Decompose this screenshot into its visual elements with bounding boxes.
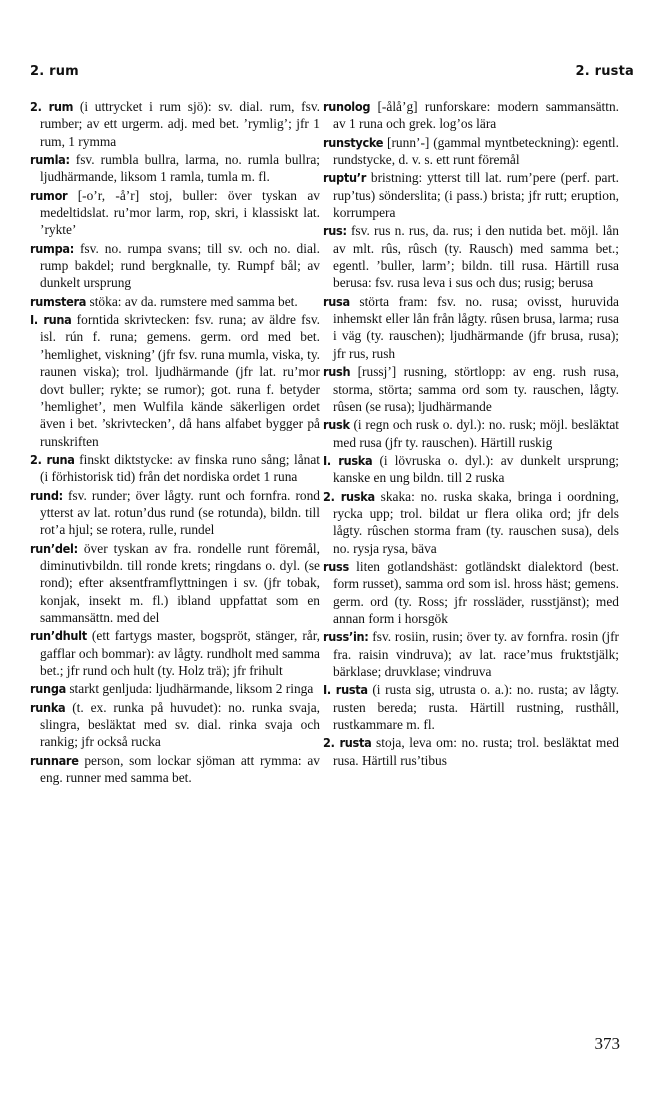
entry-headword: runolog xyxy=(323,99,371,114)
dictionary-entry xyxy=(323,293,619,362)
dictionary-entry xyxy=(30,311,320,450)
entry-headword: run’del: xyxy=(30,540,78,556)
entry-text: skaka: no. ruska skaka, bringa i oordning, rycka upp; trol. bildat ur flera olika ord; jfr dels lågty. rûschen storma fram (ty. rauschen susa), dels no. rysja rysa, bäva xyxy=(333,488,619,556)
entry-text: (i uttrycket i rum sjö): sv. dial. rum, fsv. rumber; av ett urgerm. adj. med bet. ’rymlig’; jfr 1 rum, 1 rymma xyxy=(40,99,321,149)
entry-headword: rumpa: xyxy=(30,240,74,256)
dictionary-entry xyxy=(323,488,619,557)
dictionary-entry xyxy=(323,222,619,291)
entry-text: fsv. rosiin, rusin; över ty. av fornfra. rosin (jfr fra. raisin vindruva); av lat. race’mus fruktstjälk; bärklase; druvklase; vindruva xyxy=(333,629,619,679)
dictionary-entry xyxy=(323,628,619,680)
entry-text: (ett fartygs master, bogspröt, stänger, rår, gafflar och bommar): av lågty. rundholt med samma bet.; jfr rund och hult (ty. Holz trä); jfr frihult xyxy=(40,628,320,678)
left-column xyxy=(30,98,320,787)
dictionary-entry xyxy=(30,752,320,787)
running-head-left: 2. rum xyxy=(30,64,79,79)
entry-text: fsv. no. rumpa svans; till sv. och no. dial. rump bakdel; rund bergknalle, ty. Rumpf bål; av dunkelt ursprung xyxy=(40,240,320,291)
entry-text: störta fram: fsv. no. rusa; ovisst, huruvida inhemskt eller lån från lågty. rûsen brusa, larma; rusa i väg (ty. rauschen); ljudhärmande (jfr brusa, rusa); jfr rus, rush xyxy=(333,293,619,361)
dictionary-entry xyxy=(30,98,320,150)
dictionary-entry xyxy=(323,169,619,221)
entry-headword: rumla: xyxy=(30,152,70,168)
entry-headword: runga xyxy=(30,681,66,697)
dictionary-entry xyxy=(30,151,320,186)
dictionary-entry xyxy=(30,293,320,310)
entry-headword: I. rusta xyxy=(323,682,368,698)
dictionary-entry xyxy=(30,187,320,239)
entry-text: starkt genljuda: ljudhärmande, liksom 2 ringa xyxy=(65,681,314,697)
entry-headword: rumstera xyxy=(30,293,87,309)
dictionary-entry xyxy=(30,680,320,697)
dictionary-entry xyxy=(323,734,619,769)
dictionary-entry xyxy=(30,451,320,486)
entry-text: [-o’r, -å’r] stoj, buller: över tyskan av medeltidslat. ru’mor larm, rop, skri, i klassiskt lat. ’rykte’ xyxy=(40,187,320,238)
entry-headword: rusk xyxy=(323,417,350,433)
entry-text: (i regn och rusk o. dyl.): no. rusk; möjl. besläktat med rusa (jfr ty. rauschen). Härtill ruskig xyxy=(333,417,619,450)
entry-headword: russ’in: xyxy=(323,629,369,645)
page-number: 373 xyxy=(594,1034,620,1053)
entry-text: finskt diktstycke: av finska runo sång; lånat (i förhistorisk tid) från det nordiska ordet 1 runa xyxy=(40,451,320,485)
entry-headword: rund: xyxy=(30,487,63,503)
dictionary-entry xyxy=(323,452,619,487)
entry-headword: I. runa xyxy=(30,312,72,328)
dictionary-entry xyxy=(30,540,320,627)
dictionary-entry xyxy=(323,681,619,733)
right-column xyxy=(323,98,619,770)
entry-text: över tyskan av fra. rondelle runt föremål, diminutivbildn. till ronde krets; ringdans o. dyl. (se rond); efter aksentframflyttningen i sv. (jfr tobak, konjak, insekt m. fl.) ibland uppfattat som en sammansättn. med del xyxy=(40,540,320,625)
entry-text: fsv. rumbla bullra, larma, no. rumla bullra; ljudhärmande, liksom 1 ramla, tumla m. fl. xyxy=(40,152,320,185)
entry-text: liten gotlandshäst: gotländskt dialektord (best. form russet), samma ord som isl. hross häst; gemens. germ. ord (ty. Ross; jfr rossläder, russtjänst); med annan form i horsgök xyxy=(333,558,619,626)
entry-headword: rus: xyxy=(323,223,347,239)
dictionary-entry xyxy=(30,240,320,292)
entry-headword: runnare xyxy=(30,752,79,768)
entry-text: [runn’-] (gammal myntbeteckning): egentl. rundstycke, d. v. s. ett runt föremål xyxy=(333,134,619,168)
entry-text: (i rusta sig, utrusta o. a.): no. rusta; av lågty. rusten bereda; rusta. Härtill rustning, rusthåll, rustkammare m. fl. xyxy=(333,682,619,733)
entry-headword: run’dhult xyxy=(30,628,87,644)
entry-text: bristning: ytterst till lat. rum’pere (perf. part. rup’tus) sönderslita; (i pass.) brista; jfr rutt; eruption, korrumpera xyxy=(333,170,619,221)
entry-headword: ruptu’r xyxy=(323,170,367,186)
entry-text: stoja, leva om: no. rusta; trol. besläktat med rusa. Härtill rus’tibus xyxy=(333,735,619,768)
entry-headword: rush xyxy=(323,364,351,380)
dictionary-entry xyxy=(323,558,619,627)
entry-headword: russ xyxy=(323,558,349,574)
entry-text: fsv. runder; över lågty. runt och fornfra. rond ytterst av lat. rotun’dus rund (se rotunda), bildn. till rot’a hjul; se rotera, rulle, rundel xyxy=(40,487,320,538)
entry-headword: 2. ruska xyxy=(323,488,375,504)
entry-headword: rumor xyxy=(30,187,68,203)
dictionary-entry xyxy=(30,627,320,679)
entry-headword: runka xyxy=(30,699,66,715)
entry-text: (i lövruska o. dyl.): av dunkelt ursprung; kanske en ung bildn. till 2 ruska xyxy=(333,452,620,486)
entry-text: person, som lockar sjöman att rymma: av eng. runner med samma bet. xyxy=(40,752,320,786)
entry-headword: rusa xyxy=(323,293,350,309)
entry-headword: 2. rum xyxy=(30,99,74,114)
entry-text: (t. ex. runka på huvudet): no. runka svaja, slingra, besläktat med sv. dial. rinka svaja och rankig; jfr också rucka xyxy=(40,699,320,750)
dictionary-entry xyxy=(323,416,619,451)
dictionary-entry xyxy=(323,363,619,415)
entry-headword: 2. rusta xyxy=(323,735,372,751)
dictionary-entry xyxy=(323,134,619,169)
entry-text: fsv. rus n. rus, da. rus; i den nutida bet. möjl. lån av mlt. rûs, rûsch (ty. Rausch) med samma bet.; egentl. ’buller, larm’; bildn. till rusa. Härtill rusa berusa: fsv. rusa leva i sus och dus; rusig; berusa xyxy=(333,223,619,291)
entry-headword: 2. runa xyxy=(30,451,75,467)
entry-text: forntida skrivtecken: fsv. runa; av äldre fsv. isl. rún f. runa; gemens. germ. ord med bet. ’hemlighet, viskning’ (jfr fsv. runa mumla, viska, ty. raunen viska); trol. ljudhärmande (jfr lat. ru’mor dovt buller; rykte; se rumor); got. runa f. betyder ’hemlighet’, men Wulfila kände säkerligen ordet även i bet. ’skrivtecken’, då hans alfabet bygger på runskriften xyxy=(40,312,320,449)
entry-headword: runstycke xyxy=(323,134,384,150)
entry-text: stöka: av da. rumstere med samma bet. xyxy=(86,293,298,309)
entry-headword: I. ruska xyxy=(323,452,373,468)
entry-text: [russj’] rusning, störtlopp: av eng. rush rusa, storma, störta; samma ord som ty. rauschen, lågty. rûsen (se rusa); ljudhärmande xyxy=(333,364,619,414)
running-head-right: 2. rusta xyxy=(575,64,634,79)
dictionary-entry xyxy=(323,98,619,133)
dictionary-entry xyxy=(30,699,320,751)
dictionary-entry xyxy=(30,487,320,539)
entry-text: [-ålå’g] runforskare: modern sammansättn. av 1 runa och grek. log’os lära xyxy=(333,99,619,132)
